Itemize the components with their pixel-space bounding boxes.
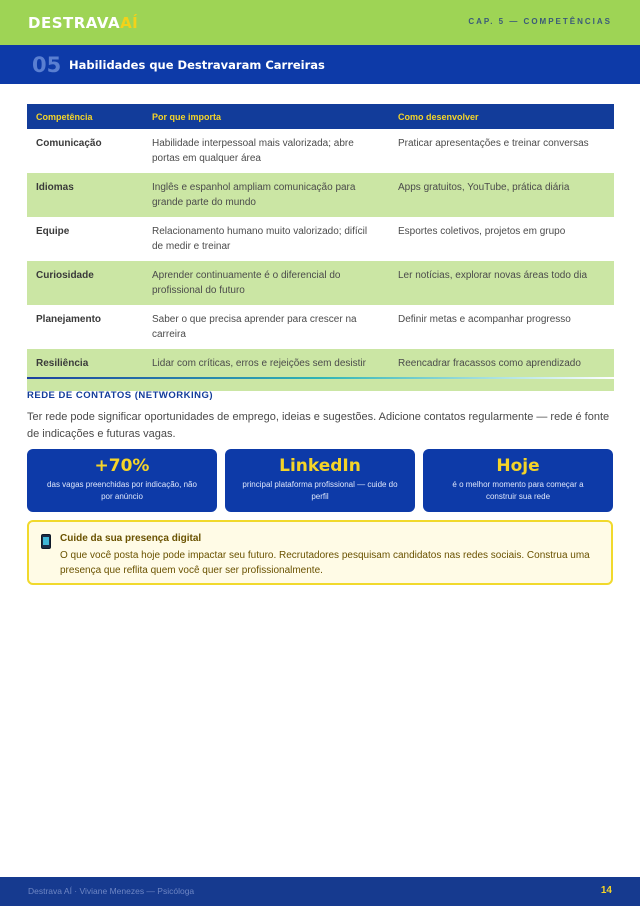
section-divider [27,377,614,379]
how-cell: Reencadrar fracassos como aprendizado [389,349,614,391]
footer-credit: Destrava AÍ · Viviane Menezes — Psicóloga [28,886,195,896]
stat-card-linkedin [225,449,415,512]
chapter-label: CAP. 5 — COMPETÊNCIAS [468,17,612,26]
why-cell: Saber o que precisa aprender para crescer na carreira [152,314,357,340]
why-cell: Relacionamento humano muito valorizado; difícil de medir e treinar [152,226,368,252]
stat-card-indicacao [27,449,217,512]
networking-heading: REDE DE CONTATOS (NETWORKING) [27,390,214,401]
skill-cell: Idiomas [27,173,143,217]
skill-cell: Resiliência [27,349,143,391]
stat-card-hoje [423,449,613,512]
how-cell: Esportes coletivos, projetos em grupo [398,226,566,237]
skill-cell: Comunicação [36,138,102,149]
stat-description: das vagas preenchidas por indicação, não por anúncio [47,480,197,501]
table-row [27,173,614,217]
stat-value: LinkedIn [279,456,361,476]
mobile-phone-icon [41,534,51,549]
tip-title: Cuide da sua presença digital [60,533,202,544]
section-title: Habilidades que Destravaram Carreiras [69,58,325,72]
skills-table [27,104,614,391]
table-header-row [27,104,614,129]
how-cell: Apps gratuitos, YouTube, prática diária [389,173,614,217]
top-bar [0,0,640,45]
skill-cell: Curiosidade [27,261,143,305]
page-footer [0,877,640,906]
networking-text: Ter rede pode significar oportunidades de emprego, ideias e sugestões. Adicione contatos regularmente — rede é fonte de indicações e futuras vagas. [27,411,610,440]
how-cell: Praticar apresentações e treinar conversas [398,138,589,149]
why-cell: Aprender continuamente é o diferencial do profissional do futuro [143,261,389,305]
why-cell: Inglês e espanhol ampliam comunicação para grande parte do mundo [143,173,389,217]
stat-value: Hoje [496,456,540,476]
column-header-como-desenvolver: Como desenvolver [389,104,614,129]
tip-callout [27,520,613,585]
tip-text: O que você posta hoje pode impactar seu futuro. Recrutadores pesquisam candidatos nas redes sociais. Construa uma presença que reflita quem você quer ser profissionalmente. [60,550,590,576]
how-cell: Definir metas e acompanhar progresso [398,314,571,325]
stat-value: +70% [94,456,150,476]
page-number: 14 [600,885,612,896]
why-cell: Habilidade interpessoal mais valorizada; abre portas em qualquer área [152,138,354,164]
table-row [27,217,614,261]
table-row [27,349,614,391]
section-number: 05 [32,53,62,77]
stat-description: é o melhor momento para começar a construir sua rede [452,480,584,501]
column-header-por-que-importa: Por que importa [143,104,389,129]
brand-logo [28,14,138,32]
skill-cell: Equipe [36,226,70,237]
why-cell: Lidar com críticas, erros e rejeições sem desistir [143,349,389,391]
column-header-competencia: Competência [27,104,143,129]
table-row [27,261,614,305]
table-row [27,305,614,349]
how-cell: Ler notícias, explorar novas áreas todo dia [389,261,614,305]
brand-main: DESTRAVA [28,14,121,32]
stat-description: principal plataforma profissional — cuide do perfil [242,480,398,501]
table-row [27,129,614,173]
section-header [0,45,640,84]
brand-accent: AÍ [120,14,139,32]
skill-cell: Planejamento [36,314,102,325]
